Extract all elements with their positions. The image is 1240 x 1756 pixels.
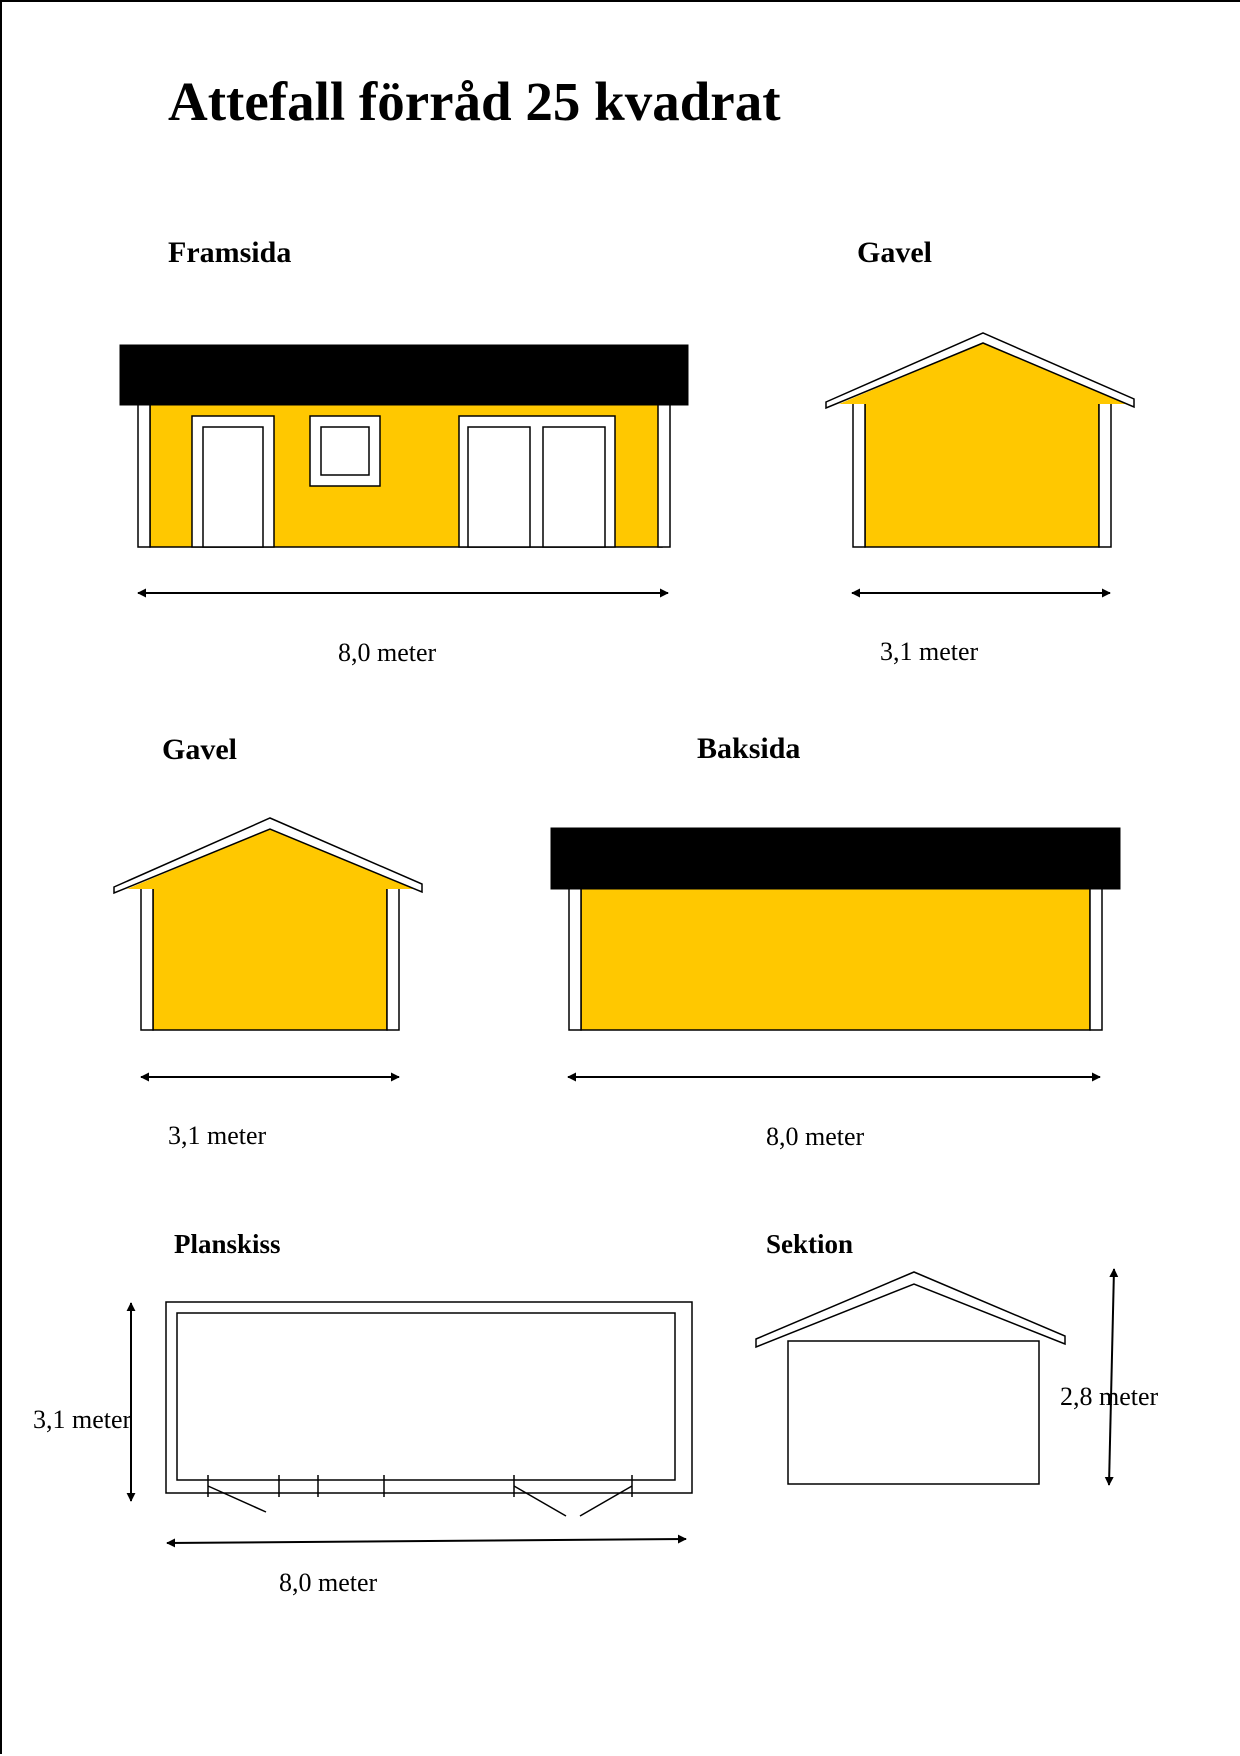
front-roof xyxy=(120,345,688,405)
gable-mid-left-corner-board xyxy=(141,887,153,1030)
gable-top-wall xyxy=(865,402,1099,547)
label-section: Sektion xyxy=(766,1229,854,1259)
gable-mid-wall xyxy=(153,887,387,1030)
gable-elevation-top xyxy=(826,333,1134,593)
gable-mid-right-corner-board xyxy=(387,887,399,1030)
plan-width-label: 8,0 meter xyxy=(279,1568,378,1597)
label-gable-mid: Gavel xyxy=(162,733,237,766)
front-door xyxy=(192,416,274,547)
back-left-corner-board xyxy=(569,887,581,1030)
label-front: Framsida xyxy=(168,236,292,269)
plan-width-dimension-arrow xyxy=(167,1539,686,1543)
gable-top-triangle xyxy=(839,343,1126,404)
back-roof xyxy=(551,828,1120,889)
gable-elevation-mid xyxy=(114,818,422,1077)
section-height-label: 2,8 meter xyxy=(1060,1382,1159,1411)
gable-mid-triangle xyxy=(127,829,414,889)
front-elevation xyxy=(120,345,688,593)
gable-top-right-corner-board xyxy=(1099,402,1111,547)
front-right-corner-board xyxy=(658,402,670,547)
page-title: Attefall förråd 25 kvadrat xyxy=(168,71,781,132)
front-width-label: 8,0 meter xyxy=(338,638,437,667)
section-height-dimension-arrow xyxy=(1109,1269,1114,1485)
label-back: Baksida xyxy=(697,732,801,765)
plan-inner-wall xyxy=(177,1313,675,1480)
label-plan: Planskiss xyxy=(174,1229,281,1259)
back-right-corner-board xyxy=(1090,887,1102,1030)
gable-top-width-label: 3,1 meter xyxy=(880,637,979,666)
back-elevation xyxy=(551,828,1120,1077)
label-gable-top: Gavel xyxy=(857,236,932,269)
plan-depth-label: 3,1 meter xyxy=(33,1405,132,1434)
back-wall xyxy=(581,887,1090,1030)
section-roof xyxy=(756,1272,1065,1347)
section-wall xyxy=(788,1341,1039,1484)
back-width-label: 8,0 meter xyxy=(766,1122,865,1151)
gable-top-left-corner-board xyxy=(853,402,865,547)
front-window xyxy=(310,416,380,486)
floor-plan xyxy=(131,1302,692,1543)
gable-mid-width-label: 3,1 meter xyxy=(168,1121,267,1150)
section-drawing xyxy=(756,1269,1114,1485)
front-left-corner-board xyxy=(138,402,150,547)
front-double-door xyxy=(459,416,615,547)
